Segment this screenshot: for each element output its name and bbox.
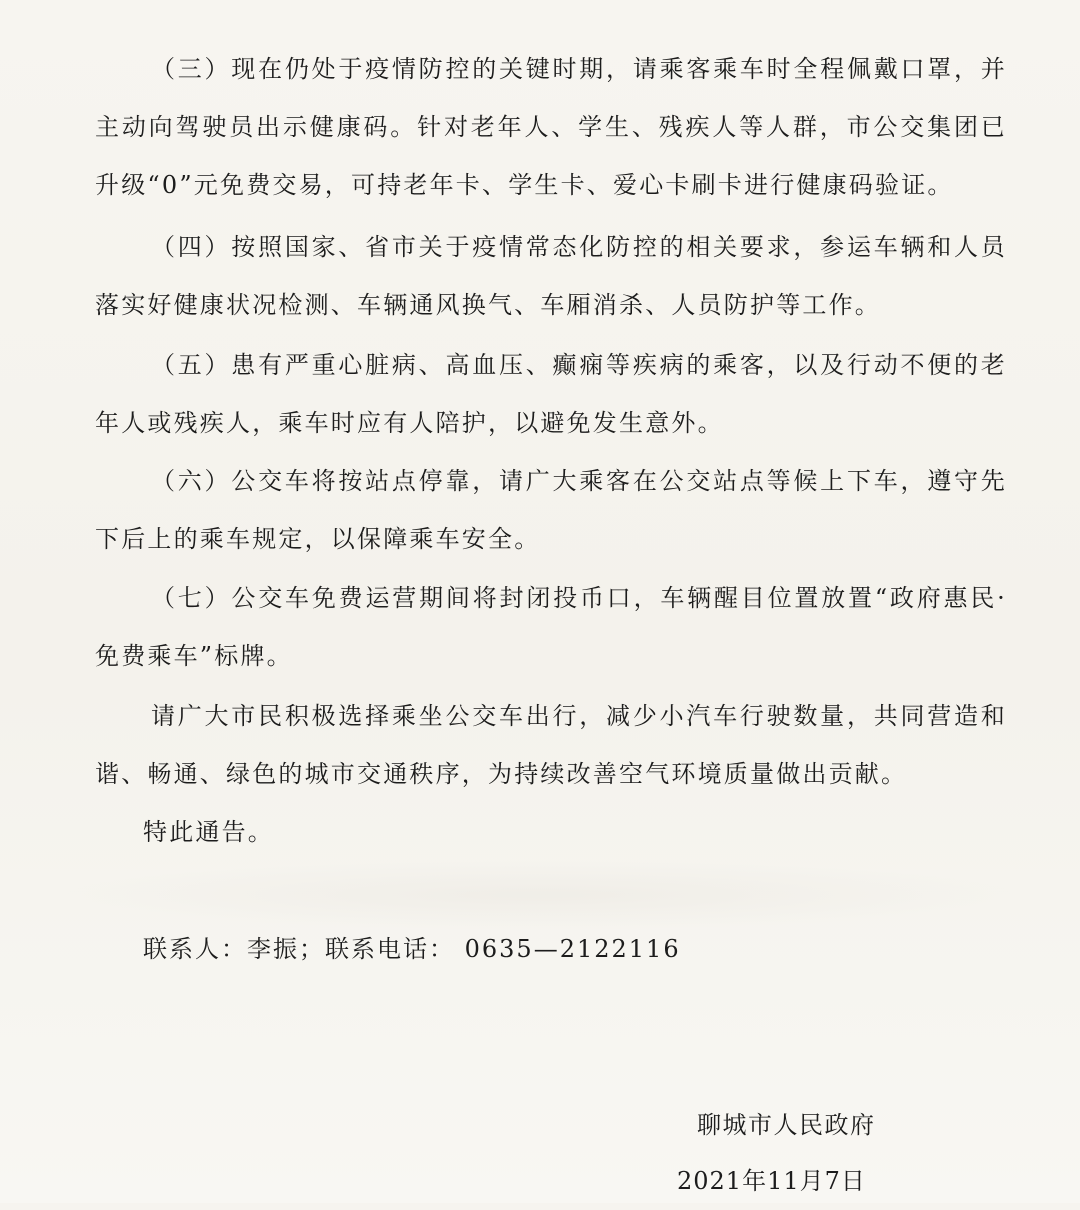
contact-line: 联系人：李振；联系电话： 0635—2122116: [143, 935, 681, 963]
closing-statement: 特此通告。: [143, 818, 274, 846]
issuer-signature: 聊城市人民政府: [697, 1111, 876, 1139]
paragraph-section-5: （五）患有严重心脏病、高血压、癫痫等疾病的乘客，以及行动不便的老年人或残疾人，乘车时应有人陪护，以避免发生意外。: [95, 351, 1007, 437]
paragraph-section-4: （四）按照国家、省市关于疫情常态化防控的相关要求，参运车辆和人员落实好健康状况检测、车辆通风换气、车厢消杀、人员防护等工作。: [95, 233, 1007, 319]
paragraph-section-7: （七）公交车免费运营期间将封闭投币口，车辆醒目位置放置“政府惠民·免费乘车”标牌。: [95, 584, 1007, 670]
paragraph-appeal: 请广大市民积极选择乘坐公交车出行，减少小汽车行驶数量，共同营造和谐、畅通、绿色的城市交通秩序，为持续改善空气环境质量做出贡献。: [95, 702, 1007, 788]
paragraph-section-6: （六）公交车将按站点停靠，请广大乘客在公交站点等候上下车，遵守先下后上的乘车规定，以保障乘车安全。: [95, 467, 1007, 553]
paragraph-section-3: （三）现在仍处于疫情防控的关键时期，请乘客乘车时全程佩戴口罩，并主动向驾驶员出示健康码。针对老年人、学生、残疾人等人群，市公交集团已升级“0”元免费交易，可持老年卡、学生卡、爱心卡刷卡进行健康码验证。: [95, 55, 1007, 199]
issue-date: 2021年11月7日: [677, 1167, 866, 1195]
